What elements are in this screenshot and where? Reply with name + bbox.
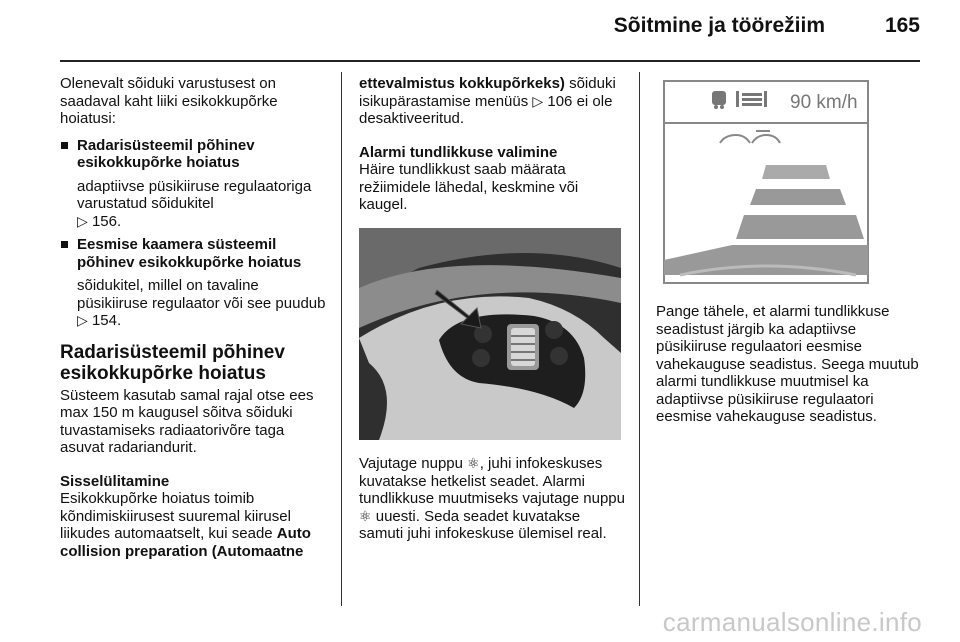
- header-rule: [60, 60, 920, 62]
- page-ref: 156.: [91, 212, 122, 230]
- cont-text-2: ei ole desaktiveeritud.: [359, 92, 613, 127]
- display-speed: 90 km/h: [790, 92, 858, 113]
- setting-name-cont: ettevalmistus kokkupõrkeks): [359, 75, 565, 92]
- column-divider: [341, 72, 342, 606]
- bullet-body: sõidukitel, millel on tavaline püsikiiruse regulaator või see puudub: [77, 277, 326, 312]
- column-divider: [639, 72, 640, 606]
- ref-arrow-icon: ▷: [77, 212, 88, 229]
- page-ref: 106: [547, 92, 573, 110]
- alarm-body: Häire tundlikkust saab määrata režiimidele lähedal, keskmine või kaugel.: [359, 161, 579, 213]
- car-distance-icon: ⚛: [467, 455, 480, 471]
- bullet-title: Eesmise kaamera süsteemil põhinev esikokkupõrke hoiatus: [77, 236, 302, 271]
- steering-wheel-photo: [359, 228, 621, 440]
- press-text-3: uuesti. Seda seadet kuvatakse samuti juhi infokeskuse ülemisel real.: [359, 507, 607, 542]
- subheading-activation: Sisselülitamine: [60, 472, 170, 490]
- cont-text: sõiduki isikupärastamise menüüs: [359, 75, 616, 110]
- page-title: Sõitmine ja töörežiim: [613, 14, 825, 37]
- page-number: 165: [884, 14, 920, 37]
- ref-arrow-icon: ▷: [77, 312, 88, 328]
- column-1: [60, 75, 328, 569]
- bullet-title: Radarisüsteemil põhinev esikokkupõrke hoiatus: [77, 136, 255, 171]
- page-ref: 154.: [91, 312, 122, 329]
- column-3: [656, 303, 926, 435]
- column-2: [359, 75, 627, 223]
- section-body: Süsteem kasutab samal rajal otse ees max 150 m kaugusel sõitva sõiduki tuvastamiseks radiaatorivõre taga asuvat radariandurit.: [60, 386, 314, 456]
- subheading-alarm: Alarmi tundlikkuse valimine: [359, 143, 558, 161]
- bullet-item: [60, 137, 328, 231]
- press-text-2: , juhi infokeskuses kuvatakse hetkelist seadet. Alarmi tundlikkuse muutmiseks vajutage nuppu: [359, 455, 625, 507]
- bullet-item: [60, 236, 328, 330]
- setting-name: Auto collision preparation (Automaatne: [60, 525, 311, 560]
- note-text: Pange tähele, et alarmi tundlikkuse seadistust järgib ka adaptiivse püsikiiruse regulaatori eesmise vahekauguse seadistus. Seega muutub alarmi tundlikkuse muutmisel ka adaptiivse püsikiiruse regulaatori eesmise vahekauguse seadistus.: [656, 303, 919, 425]
- watermark: carmanualsonline.info: [662, 607, 922, 637]
- driver-info-display-illustration: [656, 75, 919, 289]
- bullet-body: adaptiivse püsikiiruse regulaatoriga varustatud sõidukitel: [77, 177, 312, 212]
- press-button-text: [359, 455, 627, 552]
- ref-arrow-icon: ▷: [532, 92, 544, 109]
- car-distance-icon: ⚛: [359, 507, 372, 524]
- press-text-1: Vajutage nuppu: [359, 455, 463, 472]
- intro-text: Olenevalt sõiduki varustusest on saadaval kaht liiki esikokkupõrke hoiatusi:: [60, 75, 278, 127]
- section-heading: Radarisüsteemil põhinev esikokkupõrke hoiatus: [60, 341, 285, 384]
- activation-body: Esikokkupõrke hoiatus toimib kõndimiskiirusest suuremal kiirusel liikudes automaatselt, kui seade: [60, 490, 291, 542]
